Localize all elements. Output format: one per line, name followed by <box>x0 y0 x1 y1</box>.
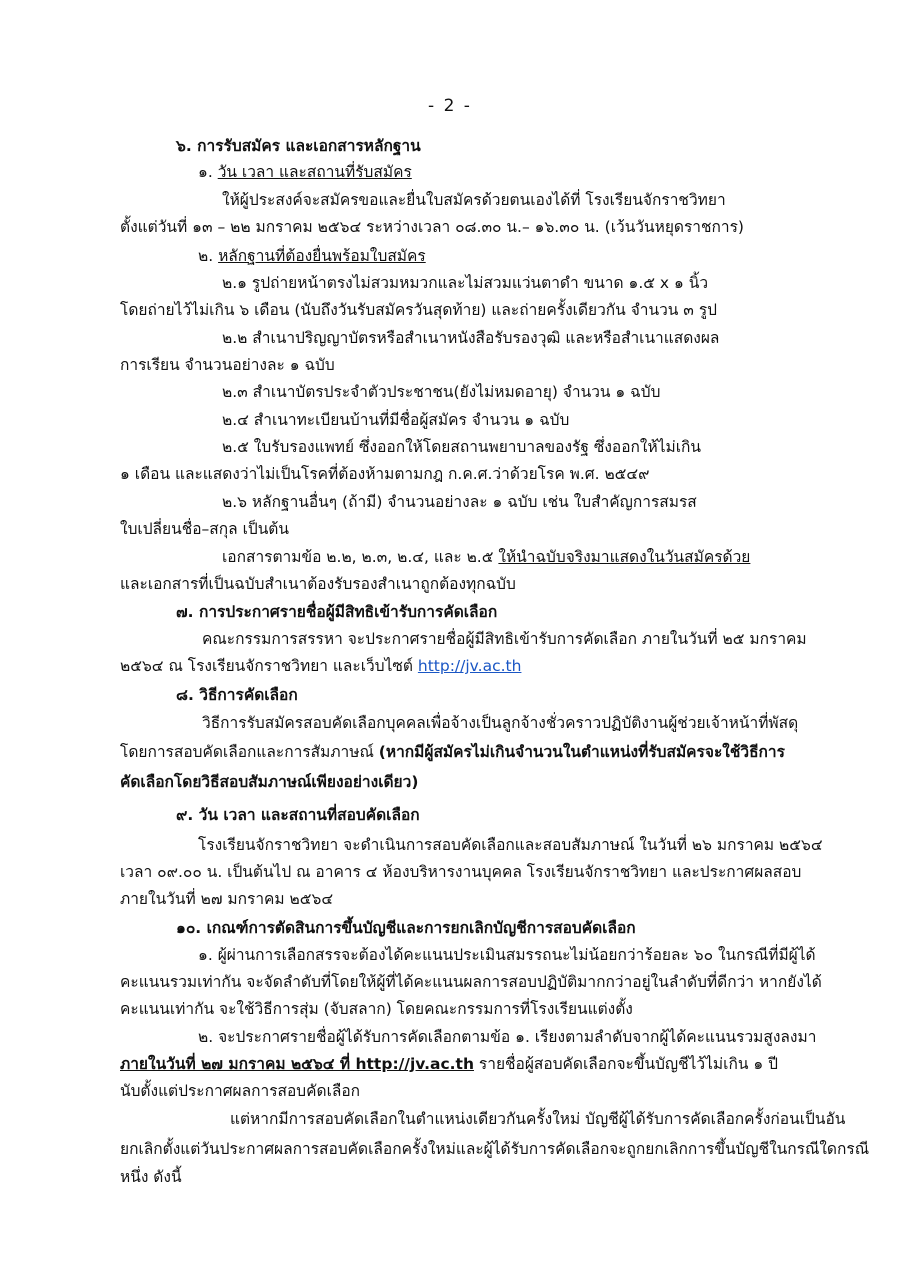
line-11-item-2-4 <box>222 409 569 431</box>
line-1-section-6-heading <box>176 135 421 157</box>
text-segment: ยกเลิกตั้งแต่วันประกาศผลการสอบคัดเลือกครั้งใหม่และผู้ได้รับการคัดเลือกจะถูกยกเลิกการขึ้นบัญชีในกรณีใดกรณี <box>120 1140 870 1158</box>
line-34-text <box>120 1053 778 1075</box>
text-segment: นับตั้งแต่ประกาศผลการสอบคัดเลือก <box>120 1082 361 1100</box>
text-segment: ๑. <box>198 163 218 181</box>
line-3-text <box>222 189 726 211</box>
line-23-text <box>120 741 785 763</box>
line-32-text <box>120 998 633 1020</box>
text-segment: รายชื่อผู้สอบคัดเลือกจะขึ้นบัญชีไว้ไม่เกิน ๑ ปี <box>473 1055 778 1073</box>
text-segment: เวลา ๐๙.๐๐ น. เป็นต้นไป ณ อาคาร ๔ ห้องบริหารงานบุคคล โรงเรียนจักราชวิทยา และประกาศผลสอบ <box>120 863 802 881</box>
line-27-text <box>120 861 801 883</box>
text-segment: ๘. วิธีการคัดเลือก <box>176 686 298 704</box>
line-16-documents-note <box>222 546 750 568</box>
line-6-item-2-1 <box>222 272 708 294</box>
line-37-text <box>120 1138 869 1160</box>
text-segment: ๒.๑ รูปถ่ายหน้าตรงไม่สวมหมวกและไม่สวมแว่นตาดำ ขนาด ๑.๕ x ๑ นิ้ว <box>222 274 709 292</box>
line-19-text <box>202 628 807 650</box>
text-segment: โรงเรียนจักราชวิทยา จะดำเนินการสอบคัดเลือกและสอบสัมภาษณ์ ในวันที่ ๒๖ มกราคม ๒๕๖๔ <box>198 836 823 854</box>
line-22-text <box>202 712 798 734</box>
line-20-text <box>120 655 521 677</box>
text-segment: หนึ่ง ดังนี้ <box>120 1168 182 1186</box>
text-segment: คัดเลือกโดยวิธีสอบสัมภาษณ์เพียงอย่างเดียว) <box>120 773 419 791</box>
line-2-item-1-heading <box>198 161 412 183</box>
text-segment: ๒.๓ สำเนาบัตรประจำตัวประชาชน(ยังไม่หมดอายุ) จำนวน ๑ ฉบับ <box>222 383 661 401</box>
text-segment: ๒. <box>198 247 219 265</box>
line-24-text <box>120 771 418 793</box>
text-segment: ให้ผู้ประสงค์จะสมัครขอและยื่นใบสมัครด้วยตนเองได้ที่ โรงเรียนจักราชวิทยา <box>222 191 726 209</box>
line-28-text <box>120 888 333 910</box>
line-5-item-2-heading <box>198 245 426 267</box>
text-segment: ๑. ผู้ผ่านการเลือกสรรจะต้องได้คะแนนประเมินสมรรถนะไม่น้อยกว่าร้อยละ ๖๐ ในกรณีที่มีผู้ได้ <box>198 946 816 964</box>
text-segment: วัน เวลา และสถานที่รับสมัคร <box>217 163 412 181</box>
text-segment: ๑ เดือน และแสดงว่าไม่เป็นโรคที่ต้องห้ามตามกฎ ก.ค.ศ.ว่าด้วยโรค พ.ศ. ๒๕๔๙ <box>120 465 650 483</box>
line-30-criteria-1 <box>198 944 816 966</box>
text-segment: ๒.๕ ใบรับรองแพทย์ ซึ่งออกให้โดยสถานพยาบาลของรัฐ ซึ่งออกให้ไม่เกิน <box>222 438 701 456</box>
line-9-text <box>120 354 335 376</box>
line-15-text <box>120 518 289 540</box>
line-18-section-7-heading <box>176 601 497 623</box>
text-segment: ใบเปลี่ยนชื่อ–สกุล เป็นต้น <box>120 520 289 538</box>
text-segment: ๗. การประกาศรายชื่อผู้มีสิทธิเข้ารับการคัดเลือก <box>176 603 498 621</box>
line-8-item-2-2 <box>222 327 719 349</box>
line-38-text <box>120 1166 182 1188</box>
text-segment: ๒.๖ หลักฐานอื่นๆ (ถ้ามี) จำนวนอย่างละ ๑ ฉบับ เช่น ใบสำคัญการสมรส <box>222 493 697 511</box>
text-segment: คะแนนรวมเท่ากัน จะจัดลำดับที่โดยให้ผู้ที่ได้คะแนนผลการสอบปฏิบัติมากกว่าอยู่ในลำดับที่ดีกว่า หากยังได้ <box>120 973 822 991</box>
text-segment: ๙. วัน เวลา และสถานที่สอบคัดเลือก <box>176 806 420 824</box>
text-segment: เอกสารตามข้อ ๒.๒, ๒.๓, ๒.๔, และ ๒.๕ <box>222 548 499 566</box>
line-14-item-2-6 <box>222 491 697 513</box>
line-25-section-9-heading <box>176 804 420 826</box>
line-13-text <box>120 463 649 485</box>
line-31-text <box>120 971 822 993</box>
website-link[interactable]: http://jv.ac.th <box>417 657 522 675</box>
text-segment: ๒. จะประกาศรายชื่อผู้ได้รับการคัดเลือกตามข้อ ๑. เรียงตามลำดับจากผู้ได้คะแนนรวมสูงลงมา <box>198 1028 817 1046</box>
line-10-item-2-3 <box>222 381 660 403</box>
text-segment: โดยการสอบคัดเลือกและการสัมภาษณ์ <box>120 743 379 761</box>
text-segment: ๒๕๖๔ ณ โรงเรียนจักราชวิทยา และเว็บไซต์ <box>120 657 418 675</box>
line-17-text <box>120 573 516 595</box>
text-segment: (หากมีผู้สมัครไม่เกินจำนวนในตำแหน่งที่รับสมัครจะใช้วิธีการ <box>378 743 785 761</box>
page-number: - 2 - <box>428 96 472 116</box>
text-segment: การเรียน จำนวนอย่างละ ๑ ฉบับ <box>120 356 335 374</box>
text-segment: ตั้งแต่วันที่ ๑๓ – ๒๒ มกราคม ๒๕๖๔ ระหว่างเวลา ๐๘.๓๐ น.– ๑๖.๓๐ น. (เว้นวันหยุดราชการ) <box>120 218 744 236</box>
text-segment: แต่หากมีการสอบคัดเลือกในตำแหน่งเดียวกันครั้งใหม่ บัญชีผู้ได้รับการคัดเลือกครั้งก่อนเป็นอัน <box>230 1110 846 1128</box>
text-segment: หลักฐานที่ต้องยื่นพร้อมใบสมัคร <box>218 247 426 265</box>
line-33-criteria-2 <box>198 1026 816 1048</box>
text-segment: โดยถ่ายไว้ไม่เกิน ๖ เดือน (นับถึงวันรับสมัครวันสุดท้าย) และถ่ายครั้งเดียวกัน จำนวน ๓ รูป <box>120 301 717 319</box>
text-segment: ๒.๔ สำเนาทะเบียนบ้านที่มีชื่อผู้สมัคร จำนวน ๑ ฉบับ <box>222 411 570 429</box>
text-segment: ๑๐. เกณฑ์การตัดสินการขึ้นบัญชีและการยกเลิกบัญชีการสอบคัดเลือก <box>176 919 636 937</box>
text-segment: ให้นำฉบับจริงมาแสดงในวันสมัครด้วย <box>498 548 751 566</box>
line-7-text <box>120 299 717 321</box>
text-segment: คณะกรรมการสรรหา จะประกาศรายชื่อผู้มีสิทธิเข้ารับการคัดเลือก ภายในวันที่ ๒๕ มกราคม <box>202 630 807 648</box>
line-12-item-2-5 <box>222 436 701 458</box>
line-36-paragraph <box>230 1108 845 1130</box>
line-26-text <box>198 834 823 856</box>
text-segment: ภายในวันที่ ๒๗ มกราคม ๒๕๖๔ ที่ http://jv.ac.th <box>120 1055 474 1073</box>
text-segment: วิธีการรับสมัครสอบคัดเลือกบุคคลเพื่อจ้างเป็นลูกจ้างชั่วคราวปฏิบัติงานผู้ช่วยเจ้าหน้าที่พัสดุ <box>202 714 799 732</box>
line-21-section-8-heading <box>176 684 298 706</box>
text-segment: ๒.๒ สำเนาปริญญาบัตรหรือสำเนาหนังสือรับรองวุฒิ และหรือสำเนาแสดงผล <box>222 329 720 347</box>
line-29-section-10-heading <box>176 917 636 939</box>
text-segment: ภายในวันที่ ๒๗ มกราคม ๒๕๖๔ <box>120 890 334 908</box>
text-segment: ๖. การรับสมัคร และเอกสารหลักฐาน <box>176 137 421 155</box>
text-segment: คะแนนเท่ากัน จะใช้วิธีการสุ่ม (จับสลาก) โดยคณะกรรมการที่โรงเรียนแต่งตั้ง <box>120 1000 633 1018</box>
text-segment: และเอกสารที่เป็นฉบับสำเนาต้องรับรองสำเนาถูกต้องทุกฉบับ <box>120 575 516 593</box>
line-35-text <box>120 1080 360 1102</box>
line-4-text <box>120 216 744 238</box>
